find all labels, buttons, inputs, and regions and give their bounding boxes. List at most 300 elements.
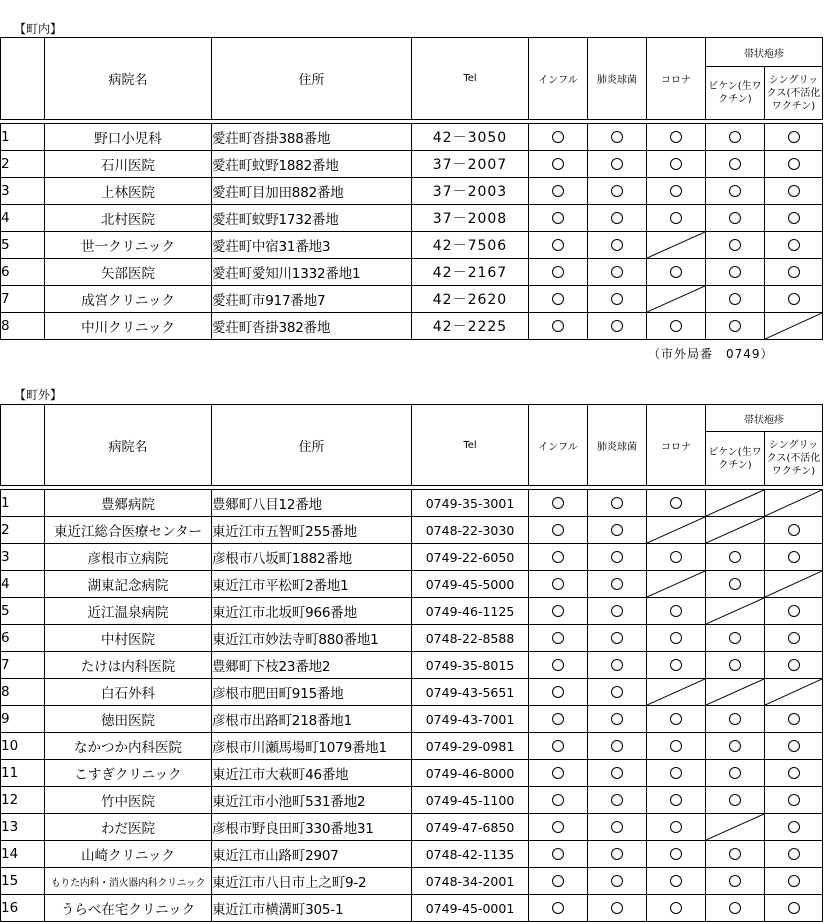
hospital-name: 近江温泉病院: [45, 598, 212, 625]
available-circle-icon: [552, 293, 564, 305]
pneumococcal-cell: [588, 205, 647, 232]
header-bikenn: ビケン(生ワクチン): [706, 432, 765, 486]
hospital-tel: 42－3050: [412, 124, 529, 151]
hospital-address: 彦根市八坂町1882番地: [212, 544, 412, 571]
hospital-tel: 0748-22-8588: [412, 625, 529, 652]
influenza-cell: [529, 598, 588, 625]
slash-line: [706, 679, 764, 705]
available-circle-icon: [611, 767, 623, 779]
hospital-address: 東近江市山路町2907: [212, 841, 412, 868]
available-circle-icon: [729, 740, 741, 752]
hospital-tel: 37－2007: [412, 151, 529, 178]
influenza-cell: [529, 787, 588, 814]
bikenn-cell: [706, 895, 765, 922]
pneumococcal-cell: [588, 544, 647, 571]
hospital-tel: 0748-34-2001: [412, 868, 529, 895]
available-circle-icon: [729, 185, 741, 197]
available-circle-icon: [611, 659, 623, 671]
slash-line: [647, 286, 705, 312]
available-circle-icon: [552, 320, 564, 332]
pneumococcal-cell: [588, 868, 647, 895]
available-circle-icon: [729, 293, 741, 305]
bikenn-cell: [706, 259, 765, 286]
available-circle-icon: [552, 740, 564, 752]
influenza-cell: [529, 232, 588, 259]
shingrix-cell: [765, 652, 823, 679]
hospital-name: 竹中医院: [45, 787, 212, 814]
available-circle-icon: [552, 578, 564, 590]
slash-line: [765, 490, 822, 516]
hospital-name: 徳田医院: [45, 706, 212, 733]
table-row: [1, 490, 823, 517]
outside-table-body: [1, 490, 823, 922]
corona-cell: [647, 625, 706, 652]
available-circle-icon: [788, 794, 800, 806]
available-circle-icon: [729, 551, 741, 563]
influenza-cell: [529, 178, 588, 205]
area-code-note: （市外局番 0749）: [648, 347, 774, 361]
slash-line: [706, 814, 764, 840]
bikenn-cell: [706, 286, 765, 313]
pneumococcal-cell: [588, 814, 647, 841]
shingrix-cell: [765, 286, 823, 313]
hospital-address: 豊郷町下枝23番地2: [212, 652, 412, 679]
available-circle-icon: [552, 158, 564, 170]
available-circle-icon: [788, 551, 800, 563]
influenza-cell: [529, 205, 588, 232]
corona-cell: [647, 598, 706, 625]
bikenn-cell: [706, 178, 765, 205]
available-circle-icon: [788, 902, 800, 914]
available-circle-icon: [611, 212, 623, 224]
town-clinic-table: [0, 37, 823, 340]
available-circle-icon: [670, 605, 682, 617]
hospital-name: こすぎクリニック: [45, 760, 212, 787]
hospital-address: 彦根市肥田町915番地: [212, 679, 412, 706]
shingrix-cell: [765, 760, 823, 787]
hospital-tel: 0749-47-6850: [412, 814, 529, 841]
table-row: [1, 517, 823, 544]
available-circle-icon: [552, 767, 564, 779]
hospital-address: 愛荘町沓掛388番地: [212, 124, 412, 151]
corona-cell: [647, 868, 706, 895]
shingrix-unavailable-cell: [765, 571, 823, 598]
bikenn-cell: [706, 652, 765, 679]
table-row: [1, 205, 823, 232]
available-circle-icon: [788, 740, 800, 752]
pneumococcal-cell: [588, 286, 647, 313]
shingrix-cell: [765, 232, 823, 259]
table-row: [1, 544, 823, 571]
available-circle-icon: [729, 848, 741, 860]
available-circle-icon: [729, 158, 741, 170]
pneumococcal-cell: [588, 625, 647, 652]
available-circle-icon: [788, 158, 800, 170]
available-circle-icon: [611, 578, 623, 590]
available-circle-icon: [788, 131, 800, 143]
table-row: [1, 232, 823, 259]
hospital-address: 豊郷町八目12番地: [212, 490, 412, 517]
bikenn-cell: [706, 232, 765, 259]
bikenn-cell: [706, 733, 765, 760]
unavailable-slash-icon: [647, 517, 705, 543]
influenza-cell: [529, 313, 588, 340]
available-circle-icon: [552, 848, 564, 860]
unavailable-slash-icon: [647, 286, 705, 312]
slash-line: [765, 571, 822, 597]
header-address: 住所: [212, 38, 412, 120]
available-circle-icon: [670, 902, 682, 914]
slash-line: [647, 517, 705, 543]
available-circle-icon: [729, 239, 741, 251]
pneumococcal-cell: [588, 232, 647, 259]
pneumococcal-cell: [588, 490, 647, 517]
available-circle-icon: [611, 686, 623, 698]
hospital-address: 彦根市出路町218番地1: [212, 706, 412, 733]
influenza-cell: [529, 760, 588, 787]
corona-cell: [647, 652, 706, 679]
header-shingles: 帯状疱疹: [706, 38, 823, 67]
bikenn-cell: [706, 706, 765, 733]
available-circle-icon: [670, 185, 682, 197]
header-shingles: 帯状疱疹: [706, 405, 823, 432]
town-section-title: 【町内】: [14, 22, 63, 36]
available-circle-icon: [670, 794, 682, 806]
header-influenza: インフル: [529, 38, 588, 120]
header-hospital-name: 病院名: [45, 405, 212, 486]
table-row: [1, 178, 823, 205]
available-circle-icon: [670, 497, 682, 509]
available-circle-icon: [611, 524, 623, 536]
slash-line: [647, 232, 705, 258]
available-circle-icon: [729, 320, 741, 332]
bikenn-cell: [706, 571, 765, 598]
hospital-name: 湖東記念病院: [45, 571, 212, 598]
slash-line: [647, 571, 705, 597]
row-number: 3: [1, 544, 45, 571]
influenza-cell: [529, 571, 588, 598]
header-corona: コロナ: [647, 38, 706, 120]
row-number: 1: [1, 124, 45, 151]
available-circle-icon: [788, 659, 800, 671]
row-number: 11: [1, 760, 45, 787]
hospital-name: 豊郷病院: [45, 490, 212, 517]
shingrix-cell: [765, 517, 823, 544]
shingrix-cell: [765, 178, 823, 205]
hospital-name: 中川クリニック: [45, 313, 212, 340]
available-circle-icon: [611, 713, 623, 725]
bikenn-cell: [706, 841, 765, 868]
hospital-tel: 37－2003: [412, 178, 529, 205]
shingrix-cell: [765, 868, 823, 895]
hospital-tel: 0749-22-6050: [412, 544, 529, 571]
unavailable-slash-icon: [706, 679, 764, 705]
influenza-cell: [529, 259, 588, 286]
header-tel: Tel: [412, 405, 529, 486]
header-shingrix: シングリックス(不活化ワクチン): [765, 432, 823, 486]
bikenn-cell: [706, 124, 765, 151]
header-pneumococcal: 肺炎球菌: [588, 38, 647, 120]
row-number: 4: [1, 205, 45, 232]
available-circle-icon: [788, 848, 800, 860]
shingrix-cell: [765, 205, 823, 232]
table-row: [1, 733, 823, 760]
header-shingrix: シングリックス(不活化ワクチン): [765, 67, 823, 120]
shingrix-cell: [765, 151, 823, 178]
table-row: [1, 706, 823, 733]
hospital-tel: 0748-22-3030: [412, 517, 529, 544]
shingrix-cell: [765, 706, 823, 733]
available-circle-icon: [611, 902, 623, 914]
row-number: 1: [1, 490, 45, 517]
corona-cell: [647, 151, 706, 178]
row-number: 6: [1, 259, 45, 286]
table-row: [1, 868, 823, 895]
available-circle-icon: [729, 632, 741, 644]
pneumococcal-cell: [588, 760, 647, 787]
hospital-address: 東近江市横溝町305-1: [212, 895, 412, 922]
available-circle-icon: [670, 266, 682, 278]
corona-cell: [647, 706, 706, 733]
hospital-tel: 0749-45-0001: [412, 895, 529, 922]
available-circle-icon: [552, 875, 564, 887]
slash-line: [706, 490, 764, 516]
available-circle-icon: [729, 212, 741, 224]
table-row: [1, 760, 823, 787]
hospital-name: うらべ在宅クリニック: [45, 895, 212, 922]
bikenn-unavailable-cell: [706, 679, 765, 706]
available-circle-icon: [611, 131, 623, 143]
influenza-cell: [529, 706, 588, 733]
hospital-name: 石川医院: [45, 151, 212, 178]
unavailable-slash-icon: [765, 571, 822, 597]
available-circle-icon: [670, 821, 682, 833]
hospital-name: 北村医院: [45, 205, 212, 232]
row-number: 5: [1, 232, 45, 259]
pneumococcal-cell: [588, 895, 647, 922]
unavailable-slash-icon: [765, 679, 822, 705]
available-circle-icon: [788, 185, 800, 197]
hospital-tel: 0749-45-1100: [412, 787, 529, 814]
available-circle-icon: [552, 632, 564, 644]
slash-line: [765, 313, 822, 339]
available-circle-icon: [788, 632, 800, 644]
available-circle-icon: [611, 185, 623, 197]
slash-line: [706, 517, 764, 543]
corona-unavailable-cell: [647, 571, 706, 598]
hospital-tel: 0749-43-5651: [412, 679, 529, 706]
available-circle-icon: [788, 266, 800, 278]
shingrix-cell: [765, 733, 823, 760]
available-circle-icon: [670, 713, 682, 725]
available-circle-icon: [611, 497, 623, 509]
header-corona: コロナ: [647, 405, 706, 486]
bikenn-cell: [706, 787, 765, 814]
row-number: 10: [1, 733, 45, 760]
influenza-cell: [529, 517, 588, 544]
hospital-address: 東近江市大萩町46番地: [212, 760, 412, 787]
available-circle-icon: [552, 266, 564, 278]
corona-cell: [647, 205, 706, 232]
table-row: [1, 151, 823, 178]
available-circle-icon: [670, 320, 682, 332]
hospital-name: なかつか内科医院: [45, 733, 212, 760]
available-circle-icon: [552, 551, 564, 563]
header-address: 住所: [212, 405, 412, 486]
hospital-address: 愛荘町愛知川1332番地1: [212, 259, 412, 286]
bikenn-unavailable-cell: [706, 490, 765, 517]
available-circle-icon: [552, 713, 564, 725]
bikenn-unavailable-cell: [706, 814, 765, 841]
table-row: [1, 814, 823, 841]
pneumococcal-cell: [588, 679, 647, 706]
shingrix-cell: [765, 814, 823, 841]
table-row: [1, 679, 823, 706]
available-circle-icon: [670, 875, 682, 887]
pneumococcal-cell: [588, 313, 647, 340]
available-circle-icon: [552, 902, 564, 914]
available-circle-icon: [670, 848, 682, 860]
corona-unavailable-cell: [647, 286, 706, 313]
hospital-address: 東近江市小池町531番地2: [212, 787, 412, 814]
shingrix-cell: [765, 124, 823, 151]
available-circle-icon: [552, 131, 564, 143]
row-number: 16: [1, 895, 45, 922]
unavailable-slash-icon: [765, 490, 822, 516]
shingrix-unavailable-cell: [765, 490, 823, 517]
available-circle-icon: [729, 902, 741, 914]
hospital-tel: 42－7506: [412, 232, 529, 259]
hospital-name: 矢部医院: [45, 259, 212, 286]
hospital-tel: 0748-42-1135: [412, 841, 529, 868]
available-circle-icon: [552, 239, 564, 251]
available-circle-icon: [670, 158, 682, 170]
bikenn-cell: [706, 868, 765, 895]
corona-cell: [647, 313, 706, 340]
available-circle-icon: [611, 875, 623, 887]
header-pneumococcal: 肺炎球菌: [588, 405, 647, 486]
influenza-cell: [529, 124, 588, 151]
pneumococcal-cell: [588, 259, 647, 286]
corona-cell: [647, 733, 706, 760]
pneumococcal-cell: [588, 652, 647, 679]
row-number: 6: [1, 625, 45, 652]
hospital-name: 東近江総合医療センター: [45, 517, 212, 544]
pneumococcal-cell: [588, 787, 647, 814]
bikenn-cell: [706, 544, 765, 571]
hospital-tel: 42－2225: [412, 313, 529, 340]
available-circle-icon: [729, 266, 741, 278]
available-circle-icon: [729, 875, 741, 887]
shingrix-cell: [765, 259, 823, 286]
hospital-tel: 37－2008: [412, 205, 529, 232]
hospital-address: 愛荘町中宿31番地3: [212, 232, 412, 259]
shingrix-unavailable-cell: [765, 679, 823, 706]
corona-cell: [647, 259, 706, 286]
available-circle-icon: [788, 821, 800, 833]
outside-clinic-table: [0, 404, 823, 922]
hospital-address: 彦根市野良田町330番地31: [212, 814, 412, 841]
row-number: 14: [1, 841, 45, 868]
available-circle-icon: [788, 605, 800, 617]
pneumococcal-cell: [588, 151, 647, 178]
available-circle-icon: [729, 659, 741, 671]
bikenn-cell: [706, 151, 765, 178]
available-circle-icon: [729, 713, 741, 725]
row-number: 2: [1, 517, 45, 544]
available-circle-icon: [670, 131, 682, 143]
hospital-tel: 0749-35-3001: [412, 490, 529, 517]
available-circle-icon: [729, 578, 741, 590]
available-circle-icon: [788, 212, 800, 224]
unavailable-slash-icon: [647, 571, 705, 597]
row-number: 2: [1, 151, 45, 178]
shingrix-cell: [765, 625, 823, 652]
pneumococcal-cell: [588, 706, 647, 733]
bikenn-cell: [706, 205, 765, 232]
hospital-address: 愛荘町蚊野1882番地: [212, 151, 412, 178]
town-table-body: [1, 124, 823, 340]
hospital-name: 彦根市立病院: [45, 544, 212, 571]
hospital-address: 愛荘町沓掛382番地: [212, 313, 412, 340]
row-number: 8: [1, 313, 45, 340]
bikenn-unavailable-cell: [706, 517, 765, 544]
available-circle-icon: [611, 158, 623, 170]
influenza-cell: [529, 679, 588, 706]
table-row: [1, 598, 823, 625]
available-circle-icon: [670, 632, 682, 644]
pneumococcal-cell: [588, 733, 647, 760]
row-number: 8: [1, 679, 45, 706]
bikenn-cell: [706, 760, 765, 787]
hospital-address: 東近江市妙法寺町880番地1: [212, 625, 412, 652]
shingrix-cell: [765, 895, 823, 922]
influenza-cell: [529, 490, 588, 517]
hospital-name: 中村医院: [45, 625, 212, 652]
available-circle-icon: [552, 659, 564, 671]
bikenn-unavailable-cell: [706, 598, 765, 625]
hospital-tel: 0749-45-5000: [412, 571, 529, 598]
bikenn-cell: [706, 313, 765, 340]
unavailable-slash-icon: [765, 313, 822, 339]
row-number: 4: [1, 571, 45, 598]
hospital-tel: 0749-29-0981: [412, 733, 529, 760]
shingrix-cell: [765, 598, 823, 625]
influenza-cell: [529, 868, 588, 895]
hospital-tel: 0749-46-1125: [412, 598, 529, 625]
hospital-name: 野口小児科: [45, 124, 212, 151]
table-row: [1, 124, 823, 151]
hospital-tel: 42－2620: [412, 286, 529, 313]
table-row: [1, 895, 823, 922]
corona-unavailable-cell: [647, 232, 706, 259]
influenza-cell: [529, 733, 588, 760]
corona-cell: [647, 178, 706, 205]
row-number: 5: [1, 598, 45, 625]
slash-line: [647, 679, 705, 705]
available-circle-icon: [670, 212, 682, 224]
available-circle-icon: [788, 713, 800, 725]
available-circle-icon: [611, 266, 623, 278]
hospital-address: 愛荘町市917番地7: [212, 286, 412, 313]
table-row: [1, 313, 823, 340]
hospital-tel: 0749-46-8000: [412, 760, 529, 787]
pneumococcal-cell: [588, 598, 647, 625]
available-circle-icon: [788, 875, 800, 887]
unavailable-slash-icon: [706, 490, 764, 516]
pneumococcal-cell: [588, 178, 647, 205]
unavailable-slash-icon: [706, 814, 764, 840]
